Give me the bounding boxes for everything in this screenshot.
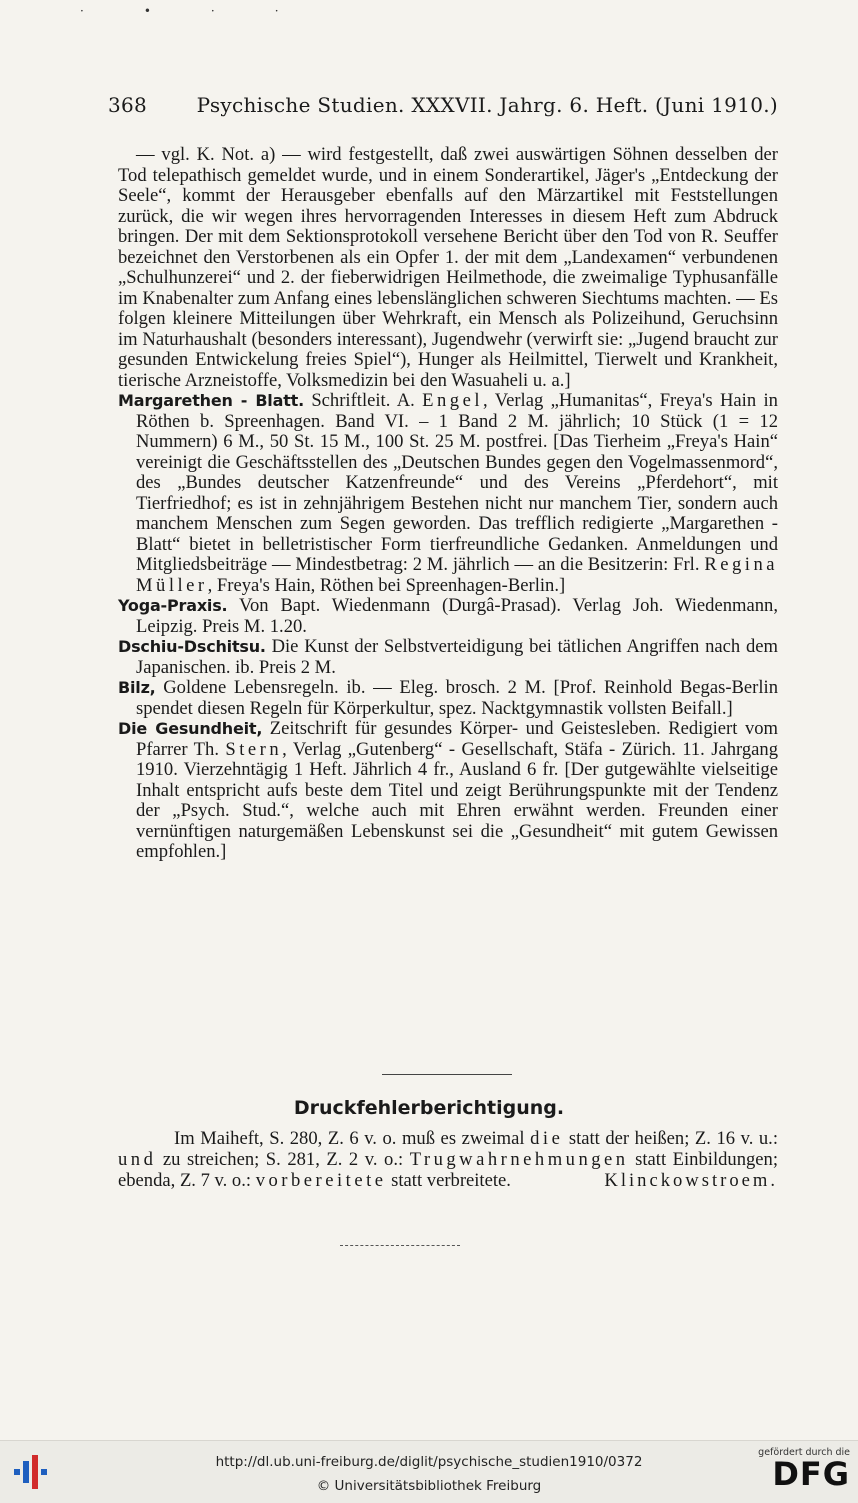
- review-entry-dschiu: [118, 637, 778, 678]
- entry-keyword: Bilz,: [118, 678, 156, 697]
- errata-paragraph: [118, 1128, 778, 1191]
- entry-text: , Freya's Hain, Röthen bei Spreenhagen-Berlin.]: [207, 574, 566, 596]
- errata-text: statt der heißen; Z. 16 v. u.:: [563, 1128, 778, 1149]
- entry-spaced-name: Stern: [225, 738, 283, 760]
- entry-text: Zeitschrift für gesundes Körper- und Geistesleben. Redigiert vom Pfarrer Th.: [136, 718, 778, 760]
- review-entry-margarethen: [118, 391, 778, 596]
- errata-spaced: Trugwahrnehmungen: [409, 1149, 629, 1170]
- running-title: Psychische Studien. XXXVII. Jahrg. 6. Heft. (Juni 1910.): [196, 93, 778, 117]
- errata-heading: Druckfehlerberichtigung.: [293, 1097, 565, 1119]
- continuation-paragraph: — vgl. K. Not. a) — wird festgestellt, daß zwei auswärtigen Söhnen desselben der Tod telepathisch gemeldet wurde, und in einem Sonderartikel, Jäger's „Entdeckung der Seele“, kommt der Herausgeber ebenfalls auf den Märzartikel mit Feststellungen zurück, die wir wegen ihres hervorragenden Interesses in diesem Heft zum Abdruck bringen. Der mit dem Sektionsprotokoll versehene Bericht über den Tod von R. Seuffer bezeichnet den Verstorbenen als ein Opfer 1. der mit dem „Landexamen“ verbundenen „Schulhunzerei“ und 2. der fieberwidrigen Heilmethode, die zweimalige Typhusanfälle im Knabenalter zum Anfang eines lebenslänglichen schweren Siechtums machten. — Es folgen kleinere Mitteilungen über Wehrkraft, ein Mensch als Polizeihund, Geruchsinn im Naturhaushalt (besonders interessant), Jugendwehr (verwirft sie: „Jugend braucht zur gesunden Entwickelung freies Spiel“), Hunger als Heilmittel, Tierwelt und Krankheit, tierische Arzneistoffe, Volksmedizin bei den Wasuaheli u. a.]: [118, 144, 778, 391]
- dfg-badge: [754, 1447, 850, 1493]
- errata-text: Im Maiheft, S. 280, Z. 6 v. o. muß es zweimal: [174, 1128, 531, 1149]
- scan-specks: ·•··: [80, 4, 339, 18]
- entry-keyword: Yoga-Praxis.: [118, 596, 228, 615]
- entry-text: Von Bapt. Wiedenmann (Durgâ-Prasad). Verlag Joh. Wiedenmann, Leipzig. Preis M. 1.20.: [136, 595, 778, 637]
- review-entry-yoga: [118, 596, 778, 637]
- permalink-link[interactable]: http://dl.ub.uni-freiburg.de/diglit/psychische_studien1910/0372: [215, 1454, 643, 1470]
- errata-signature: Klinckowstroem.: [604, 1170, 778, 1191]
- errata-spaced: vorbereitete: [255, 1170, 387, 1191]
- errata-text: statt Einbildungen; ebenda, Z. 7 v. o.:: [118, 1149, 779, 1191]
- entry-spaced-name: Engel: [422, 390, 484, 411]
- entry-spaced-name: Regina Müller: [136, 554, 778, 596]
- section-divider: [382, 1074, 512, 1076]
- running-header: [108, 93, 778, 117]
- review-entry-bilz: [118, 678, 778, 719]
- dfg-logo-icon: DFG: [772, 1455, 850, 1493]
- errata-spaced: und: [118, 1149, 157, 1170]
- entry-keyword: Margarethen - Blatt.: [118, 391, 304, 410]
- errata-text: statt verbreitete.: [386, 1170, 511, 1191]
- copyright-notice: © Universitätsbibliothek Freiburg: [316, 1478, 542, 1494]
- entry-text: , Verlag „Humanitas“, Freya's Hain in Röthen b. Spreenhagen. Band VI. – 1 Band 2 M. jährlich; 10 Stück (1 = 12 Nummern) 6 M., 50 St. 15 M., 100 St. 25 M. postfrei. [Das Tierheim „Freya's Hain“ vereinigt die Geschäftsstellen des „Deutschen Bundes gegen den Vogelmassenmord“, des „Bundes deutscher Katzenfreunde“ und des Vereins „Pferdehort“, mit Tierfriedhof; es ist in zehnjährigem Bestehen nicht nur manchem Tier, sondern auch manchem Menschen zum Segen geworden. Das trefflich redigierte „Margarethen - Blatt“ bietet in belletristischer Form tierfreundliche Gedanken. Anmeldungen und Mitgliedsbeiträge — Mindestbetrag: 2 M. jährlich — an die Besitzerin: Frl.: [136, 390, 778, 575]
- body-text: [118, 145, 778, 863]
- end-divider: [340, 1245, 460, 1246]
- entry-text: Die Kunst der Selbstverteidigung bei tätlichen Angriffen nach dem Japanischen. ib. Preis 2 M.: [136, 636, 778, 678]
- review-entry-gesundheit: [118, 719, 778, 863]
- entry-text: Schriftleit. A.: [303, 390, 423, 411]
- entry-text: Goldene Lebensregeln. ib. — Eleg. brosch. 2 M. [Prof. Reinhold Begas-Berlin spendet diesen Regeln für Körperkultur, spez. Nacktgymnastik vollsten Beifall.]: [136, 677, 778, 719]
- errata-text: zu streichen; S. 281, Z. 2 v. o.:: [156, 1149, 410, 1170]
- entry-text: , Verlag „Gutenberg“ - Gesellschaft, Stäfa - Zürich. 11. Jahrgang 1910. Vierzehntägig 1 Heft. Jährlich 4 fr., Ausland 6 fr. [Der gutgewählte vielseitige Inhalt entspricht aufs beste dem Titel und zeigt Berührungspunkte mit der Tendenz der „Psych. Stud.“, welche auch mit Ehren erwähnt werden. Freunden einer vernünftigen naturgemäßen Lebenskunst sei die „Gesundheit“ mit gutem Gewissen empfohlen.]: [136, 738, 778, 862]
- viewer-footer: [0, 1440, 858, 1503]
- entry-keyword: Die Gesundheit,: [118, 719, 263, 738]
- entry-keyword: Dschiu-Dschitsu.: [118, 637, 266, 656]
- page-number: 368: [108, 93, 148, 117]
- dfg-caption: gefördert durch die: [758, 1447, 850, 1458]
- errata-spaced: die: [530, 1128, 564, 1149]
